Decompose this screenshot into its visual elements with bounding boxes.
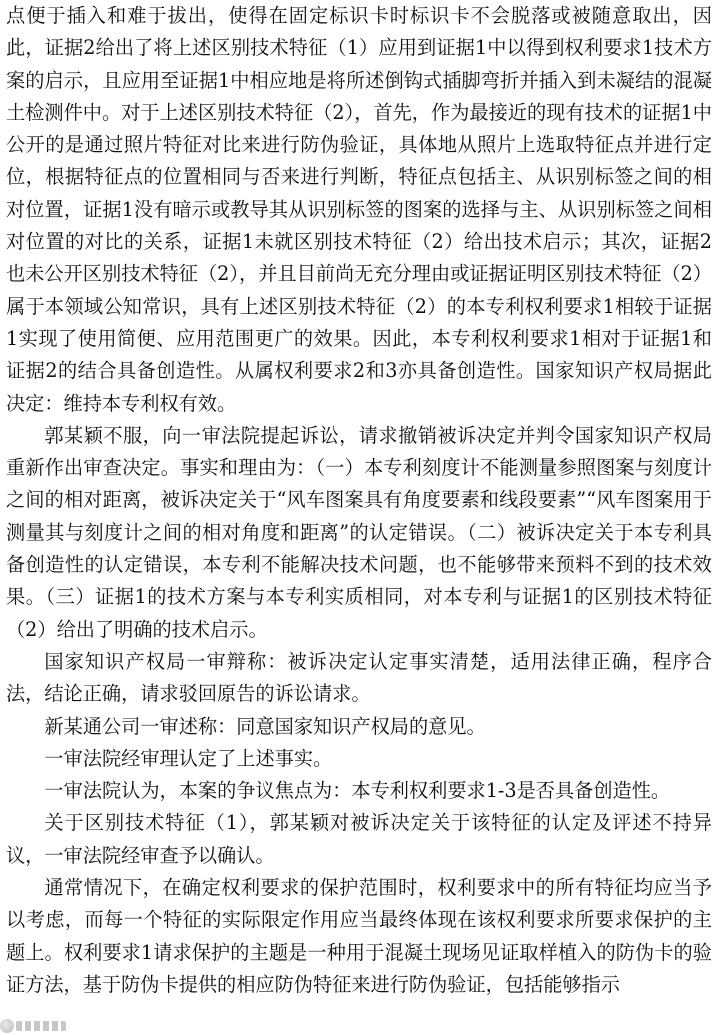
watermark-icon xyxy=(0,1019,14,1033)
paragraph-5: 一审法院经审理认定了上述事实。 xyxy=(44,746,333,770)
paragraph-7: 关于区别技术特征（1），郭某颖对被诉决定关于该特征的认定及评述不持异议，一审法院经审查予以确认。 xyxy=(6,811,712,867)
paragraph-8: 通常情况下，在确定权利要求的保护范围时，权利要求中的所有特征均应当予以考虑，而每一个特征的实际限定作用应当最终体现在该权利要求所要求保护的主题上。权利要求1请求保护的主题是一种用于混凝土现场见证取样植入的防伪卡的验证方法，基于防伪卡提供的相应防伪特征来进行防伪验证，包括能够指示 xyxy=(6,876,712,996)
document-body xyxy=(6,0,712,1001)
paragraph-1: 点便于插入和难于拔出，使得在固定标识卡时标识卡不会脱落或被随意取出，因此，证据2给出了将上述区别技术特征（1）应用到证据1中以得到权利要求1技术方案的启示，且应用至证据1中相应地是将所述倒钩式插脚弯折并插入到未凝结的混凝土检测件中。对于上述区别技术特征（2），首先，作为最接近的现有技术的证据1中公开的是通过照片特征对比来进行防伪验证，具体地从照片上选取特征点并进行定位，根据特征点的位置相同与否来进行判断，特征点包括主、从识别标签之间的相对位置，证据1没有暗示或教导其从识别标签的图案的选择与主、从识别标签之间相对位置的对比的关系，证据1未就区别技术特征（2）给出技术启示；其次，证据2也未公开区别技术特征（2），并且目前尚无充分理由或证据证明区别技术特征（2）属于本领域公知常识，具有上述区别技术特征（2）的本专利权利要求1相较于证据1实现了使用简便、应用范围更广的效果。因此，本专利权利要求1相对于证据1和证据2的结合具备创造性。从属权利要求2和3亦具备创造性。国家知识产权局据此决定：维持本专利权有效。 xyxy=(6,4,712,415)
watermark-logo xyxy=(0,1017,70,1035)
paragraph-6: 一审法院认为，本案的争议焦点为：本专利权利要求1-3是否具备创造性。 xyxy=(44,779,671,803)
paragraph-2: 郭某颖不服，向一审法院提起诉讼，请求撤销被诉决定并判令国家知识产权局重新作出审查决定。事实和理由为：（一）本专利刻度计不能测量参照图案与刻度计之间的相对距离，被诉决定关于“风车图案具有角度要素和线段要素”“风车图案用于测量其与刻度计之间的相对角度和距离”的认定错误。（二）被诉决定关于本专利具备创造性的认定错误，本专利不能解决技术问题，也不能够带来预料不到的技术效果。（三）证据1的技术方案与本专利实质相同，对本专利与证据1的区别技术特征（2）给出了明确的技术启示。 xyxy=(6,423,712,641)
watermark-text-mark xyxy=(16,1021,66,1031)
paragraph-3: 国家知识产权局一审辩称：被诉决定认定事实清楚，适用法律正确，程序合法，结论正确，请求驳回原告的诉讼请求。 xyxy=(6,649,712,706)
paragraph-4: 新某通公司一审述称：同意国家知识产权局的意见。 xyxy=(44,714,486,738)
